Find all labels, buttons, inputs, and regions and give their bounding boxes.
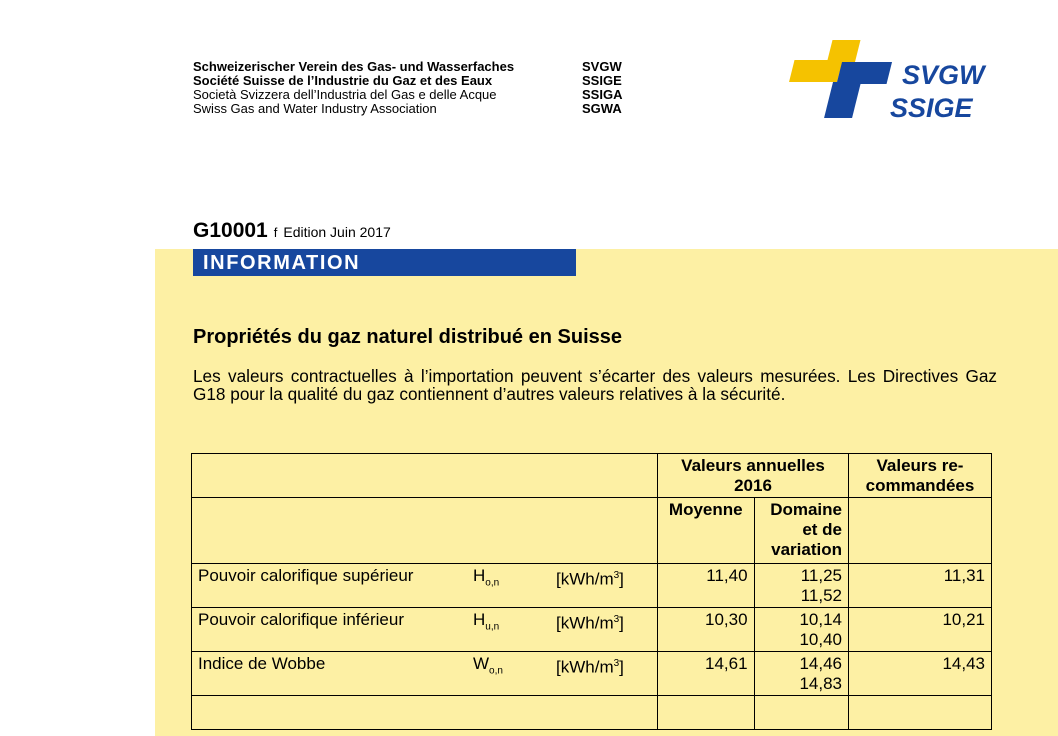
gas-properties-table [191, 453, 992, 730]
property-name: Pouvoir calorifique inférieur [198, 610, 404, 629]
organization-abbreviations [582, 60, 622, 116]
doc-lang: f [273, 225, 278, 240]
header-range: Domaine et de variation [754, 498, 848, 564]
table-row [192, 652, 992, 696]
doc-code: G10001 [193, 219, 268, 242]
mean-value: 14,61 [658, 652, 755, 696]
property-name: Pouvoir calorifique supérieur [198, 566, 414, 585]
recommended-value: 11,31 [849, 564, 992, 608]
document-id [193, 219, 391, 243]
mean-value: 11,40 [658, 564, 755, 608]
abbr-it: SSIGA [582, 87, 623, 102]
range-values: 14,46 14,83 [754, 652, 848, 696]
subheader-empty-cell-2 [849, 498, 992, 564]
property-unit: $[kWh/m^3]$ [556, 613, 624, 633]
doc-edition: Edition Juin 2017 [283, 224, 391, 240]
abbr-fr: SSIGE [582, 73, 622, 88]
range-values: 11,25 11,52 [754, 564, 848, 608]
subheader-empty-cell [192, 498, 658, 564]
property-name: Indice de Wobbe [198, 654, 326, 673]
table-header-row [192, 454, 992, 498]
mean-value: 10,30 [658, 608, 755, 652]
svgw-logo [786, 38, 994, 122]
property-unit: $[kWh/m^3]$ [556, 657, 624, 677]
recommended-value: 14,43 [849, 652, 992, 696]
intro-paragraph: Les valeurs contractuelles à l’importation peuvent s’écarter des valeurs mesurées. Les Directives Gaz G18 pour la qualité du gaz contiennent d’autres valeurs relatives à la sécurité. [193, 366, 997, 404]
org-name-de: Schweizerischer Verein des Gas- und Wasserfaches [193, 59, 515, 74]
row-label-cell [192, 652, 658, 696]
logo-text-svgw: SVGW [902, 60, 985, 90]
table-subheader-row [192, 498, 992, 564]
table-row [192, 608, 992, 652]
header-recommended-values: Valeurs re-commandées [849, 454, 992, 498]
header-empty-cell [192, 454, 658, 498]
header-annual-values: Valeurs annuelles 2016 [658, 454, 849, 498]
row-label-cell [192, 608, 658, 652]
logo-cross-blue [837, 62, 892, 84]
information-banner: INFORMATION [193, 249, 576, 276]
property-unit: $[kWh/m^3]$ [556, 569, 624, 589]
range-values: 10,14 10,40 [754, 608, 848, 652]
property-symbol: $W_{o,n}$ [473, 654, 503, 677]
table-row-partial [192, 696, 992, 730]
org-name-fr: Société Suisse de l’Industrie du Gaz et des Eaux [193, 73, 493, 88]
logo-text-ssige: SSIGE [890, 93, 973, 122]
abbr-de: SVGW [582, 59, 622, 74]
property-symbol: $H_{o,n}$ [473, 566, 500, 589]
organization-names [193, 60, 514, 116]
org-name-en: Swiss Gas and Water Industry Association [193, 101, 437, 116]
recommended-value: 10,21 [849, 608, 992, 652]
table-row [192, 564, 992, 608]
page-title: Propriétés du gaz naturel distribué en Suisse [193, 326, 622, 348]
abbr-en: SGWA [582, 101, 622, 116]
header-mean: Moyenne [658, 498, 755, 564]
org-name-it: Società Svizzera dell’Industria del Gas e delle Acque [193, 87, 497, 102]
property-symbol: $H_{u,n}$ [473, 610, 500, 633]
row-label-cell [192, 564, 658, 608]
